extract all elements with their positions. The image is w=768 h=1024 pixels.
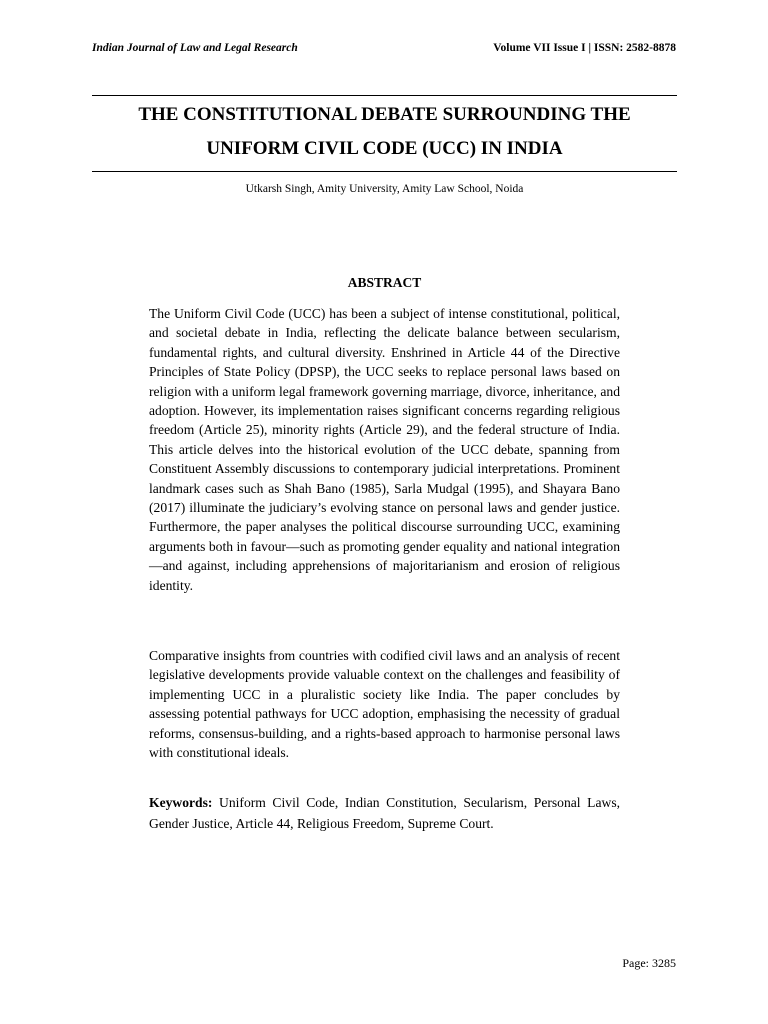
abstract-paragraph: The Uniform Civil Code (UCC) has been a subject of intense constitutional, political, and societal debate in India, reflecting the delicate balance between secularism, fundamental rights, and cultural diversity. Enshrined in Article 44 of the Directive Principles of State Policy (DPSP), the UCC seeks to replace personal laws based on religion with a uniform legal framework governing marriage, divorce, inheritance, and adoption. However, its implementation raises significant concerns regarding religious freedom (Article 25), minority rights (Article 29), and the federal structure of India. This article delves into the historical evolution of the UCC debate, spanning from Constituent Assembly discussions to contemporary judicial interpretations. Prominent landmark cases such as Shah Bano (1985), Sarla Mudgal (1995), and Shayara Bano (2017) illuminate the judiciary’s evolving stance on personal laws and gender justice. Furthermore, the paper analyses the political discourse surrounding UCC, examining arguments both in favour—such as promoting gender equality and national integration—and against, including apprehensions of majoritarianism and erosion of religious identity. xyxy=(149,306,620,593)
author-affiliation: Utkarsh Singh, Amity University, Amity Law School, Noida xyxy=(245,183,524,195)
title-bottom-rule xyxy=(92,171,677,172)
volume-issn: Volume VII Issue I | ISSN: 2582-8878 xyxy=(493,42,676,54)
abstract-heading: ABSTRACT xyxy=(347,275,422,290)
keywords-label: Keywords: xyxy=(149,795,213,810)
paper-title-line-2: UNIFORM CIVIL CODE (UCC) IN INDIA xyxy=(206,138,563,159)
keywords-text: Uniform Civil Code, Indian Constitution, Secularism, Personal Laws, Gender Justice, Article 44, Religious Freedom, Supreme Court. xyxy=(149,795,621,831)
keywords xyxy=(149,793,620,834)
running-header xyxy=(92,42,676,60)
page-number: Page: 3285 xyxy=(622,956,676,970)
abstract-paragraph: Comparative insights from countries with codified civil laws and an analysis of recent legislative developments provide valuable context on the challenges and feasibility of implementing UCC in a pluralistic society like India. The paper concludes by assessing potential pathways for UCC adoption, emphasising the necessity of gradual reforms, consensus-building, and a rights-based approach to harmonise personal laws with constitutional ideals. xyxy=(149,648,620,761)
paper-title-line-1: THE CONSTITUTIONAL DEBATE SURROUNDING THE xyxy=(138,104,631,125)
title-top-rule xyxy=(92,95,677,96)
journal-name: Indian Journal of Law and Legal Research xyxy=(92,42,298,54)
paper-title xyxy=(92,98,677,166)
